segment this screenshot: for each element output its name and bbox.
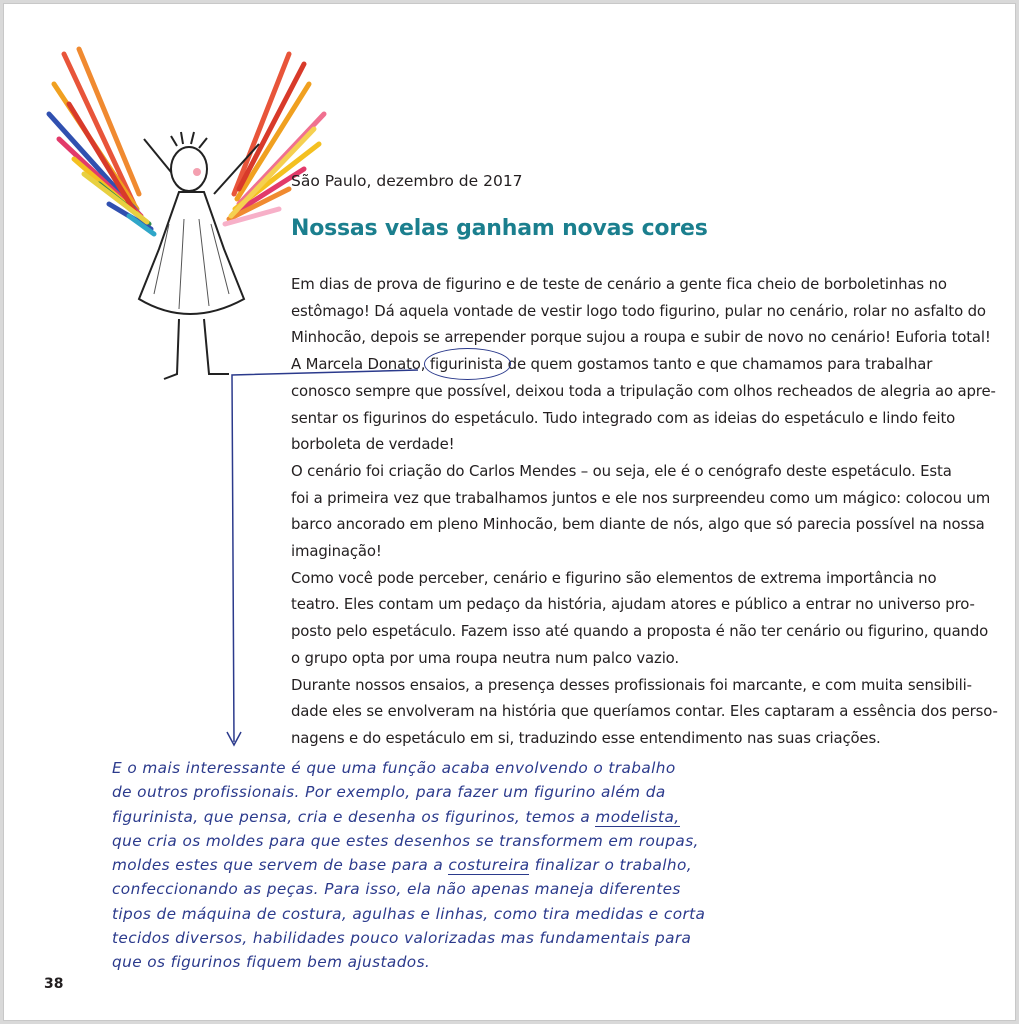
book-page (3, 3, 1016, 1021)
text-line: Como você pode perceber, cenário e figurino são elementos de extrema importância no (291, 568, 937, 587)
text-line: estômago! Dá aquela vontade de vestir logo todo figurino, pular no cenário, rolar no asfalto do (291, 301, 986, 320)
note-line: que cria os moldes para que estes desenhos se transformem em roupas, (112, 831, 699, 850)
note-line: tecidos diversos, habilidades pouco valorizadas mas fundamentais para (112, 929, 692, 948)
text-line: posto pelo espetáculo. Fazem isso até quando a proposta é não ter cenário ou figurino, quando (291, 622, 989, 641)
page-number: 38 (44, 976, 64, 992)
note-line: tipos de máquina de costura, agulhas e linhas, como tira medidas e corta (112, 904, 706, 923)
text-line: dade eles se envolveram na história que queríamos contar. Eles captaram a essência dos perso- (291, 702, 998, 721)
text-line: nagens e do espetáculo em si, traduzindo esse entendimento nas suas criações. (291, 728, 881, 747)
circled-word-figurinista: figurinista (430, 351, 503, 378)
note-line: que os figurinos fiquem bem ajustados. (112, 953, 431, 972)
text-line: teatro. Eles contam um pedaço da história, ajudam atores e público a entrar no universo pro- (291, 595, 975, 614)
text-line: A Marcela Donato, figurinista de quem gostamos tanto e que chamamos para trabalhar (291, 351, 921, 378)
text-line: Minhocão, depois se arrepender porque sujou a roupa e subir de novo no cenário! Euforia total! (291, 328, 991, 347)
note-line: E o mais interessante é que uma função acaba envolvendo o trabalho (112, 759, 676, 777)
text-line: barco ancorado em pleno Minhocão, bem diante de nós, algo que só parecia possível na nossa (291, 515, 985, 534)
text-line: Durante nossos ensaios, a presença desses profissionais foi marcante, e com muita sensibili- (291, 675, 972, 694)
text-line: Em dias de prova de figurino e de teste de cenário a gente fica cheio de borboletinhas no (291, 275, 947, 293)
right-wing (225, 54, 324, 224)
winged-child-illustration (39, 44, 329, 389)
handwritten-note (112, 756, 832, 975)
left-wing (49, 49, 154, 234)
body-text (291, 271, 998, 752)
text-line: o grupo opta por uma roupa neutra num palco vazio. (291, 648, 679, 667)
underlined-word-modelista: modelista, (595, 807, 680, 826)
text-line: O cenário foi criação do Carlos Mendes – ou seja, ele é o cenógrafo deste espetáculo. Esta (291, 461, 952, 480)
page-title: Nossas velas ganham novas cores (291, 216, 708, 241)
text-line: foi a primeira vez que trabalhamos juntos e ele nos surpreendeu como um mágico: colocou um (291, 488, 991, 507)
text-line: sentar os figurinos do espetáculo. Tudo integrado com as ideias do espetáculo e lindo feito (291, 408, 956, 427)
underlined-word-costureira: costureira (448, 856, 530, 875)
note-line: confeccionando as peças. Para isso, ela não apenas maneja diferentes (112, 880, 681, 899)
note-line: figurinista, que pensa, cria e desenha os figurinos, temos a modelista, (112, 807, 680, 826)
text-line: conosco sempre que possível, deixou toda a tripulação com olhos recheados de alegria ao apre- (291, 381, 996, 400)
note-line: de outros profissionais. Por exemplo, para fazer um figurino além da (112, 783, 666, 802)
text-line: imaginação! (291, 542, 382, 561)
dateline: São Paulo, dezembro de 2017 (291, 172, 523, 190)
text-line: borboleta de verdade! (291, 435, 455, 454)
note-line: moldes estes que servem de base para a costureira finalizar o trabalho, (112, 856, 693, 875)
